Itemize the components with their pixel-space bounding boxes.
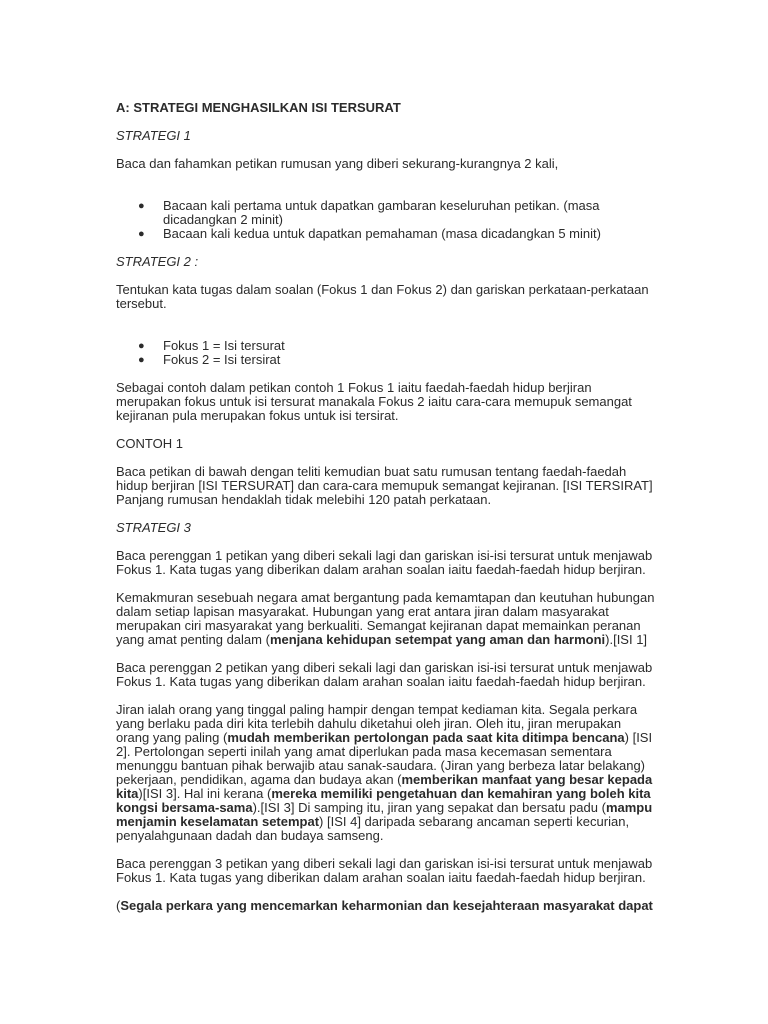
petikan-paragraph-2: Jiran ialah orang yang tinggal paling hampir dengan tempat kediaman kita. Segala perkara yang berlaku pada diri kita terlebih dahulu diketahui oleh jiran. Oleh itu, jiran merupakan orang yang paling (mudah memberikan pertolongan pada saat kita ditimpa bencana) [ISI 2]. Pertolongan seperti inilah yang amat diperlukan pada masa kecemasan sementara menunggu bantuan pihak berwajib atau sanak-saudara. (Jiran yang berbeza latar belakang) pekerjaan, pendidikan, agama dan budaya akan (memberikan manfaat yang besar kepada kita)[ISI 3]. Hal ini kerana (mereka memiliki pengetahuan dan kemahiran yang boleh kita kongsi bersama-sama).[ISI 3] Di samping itu, jiran yang sepakat dan bersatu padu (mampu menjamin keselamatan setempat) [ISI 4] daripada sebarang ancaman seperti kecurian, penyalahgunaan dadah dan budaya samseng. xyxy=(116,702,653,843)
strategi-2-list xyxy=(116,339,656,367)
isi-3-highlight: memberikan manfaat yang besar kepada xyxy=(401,772,653,787)
bullet-icon: ● xyxy=(138,340,145,352)
contoh-intro-paragraph: Sebagai contoh dalam petikan contoh 1 Fokus 1 iaitu faedah-faedah hidup berjiran merupakan fokus untuk isi tersurat manakala Fokus 2 iaitu cara-cara memupuk semangat kejiranan pula merupakan fokus untuk isi tersirat. xyxy=(116,380,632,423)
isi-5-highlight: Segala perkara yang mencemarkan keharmonian dan kesejahteraan masyarakat dapat xyxy=(120,898,653,913)
list-item: ● Bacaan kali kedua untuk dapatkan pemahaman (masa dicadangkan 5 minit) xyxy=(138,226,601,241)
bullet-icon: ● xyxy=(138,354,145,366)
isi-2-highlight: mudah memberikan pertolongan pada saat kita ditimpa bencana xyxy=(227,730,625,745)
contoh-1-heading: CONTOH 1 xyxy=(116,436,183,451)
bullet-icon: ● xyxy=(138,228,145,240)
strategi-3-instruction-3: Baca perenggan 3 petikan yang diberi sekali lagi dan gariskan isi-isi tersurat untuk menjawab Fokus 1. Kata tugas yang diberikan dalam arahan soalan iaitu faedah-faedah hidup berjiran. xyxy=(116,856,653,885)
isi-4-highlight: mampu xyxy=(605,800,653,815)
list-item: ● Fokus 1 = Isi tersurat xyxy=(138,338,285,353)
strategi-3-heading: STRATEGI 3 xyxy=(116,520,191,535)
list-item: ● Bacaan kali pertama untuk dapatkan gambaran keseluruhan petikan. (masa dicadangkan 2 minit) xyxy=(138,198,600,227)
document-title: A: STRATEGI MENGHASILKAN ISI TERSURAT xyxy=(116,100,401,115)
isi-3b-highlight: mereka memiliki pengetahuan dan kemahiran yang boleh kita xyxy=(271,786,651,801)
strategi-2-text: Tentukan kata tugas dalam soalan (Fokus 1 dan Fokus 2) dan gariskan perkataan-perkataan tersebut. xyxy=(116,282,649,311)
petikan-paragraph-1: Kemakmuran sesebuah negara amat bergantung pada kemamtapan dan keutuhan hubungan dalam setiap lapisan masyarakat. Hubungan yang erat antara jiran dalam masyarakat merupakan ciri masyarakat yang berkualiti. Semangat kejiranan dapat memainkan peranan yang amat penting dalam (menjana kehidupan setempat yang aman dan harmoni).[ISI 1] xyxy=(116,590,655,647)
bullet-icon: ● xyxy=(138,200,145,212)
strategi-3-instruction-1: Baca perenggan 1 petikan yang diberi sekali lagi dan gariskan isi-isi tersurat untuk menjawab Fokus 1. Kata tugas yang diberikan dalam arahan soalan iaitu faedah-faedah hidup berjiran. xyxy=(116,548,653,577)
contoh-1-text: Baca petikan di bawah dengan teliti kemudian buat satu rumusan tentang faedah-faedah hidup berjiran [ISI TERSURAT] dan cara-cara memupuk semangat kejiranan. [ISI TERSIRAT] Panjang rumusan hendaklah tidak melebihi 120 patah perkataan. xyxy=(116,464,653,507)
strategi-1-text: Baca dan fahamkan petikan rumusan yang diberi sekurang-kurangnya 2 kali, xyxy=(116,156,559,171)
strategi-2-heading: STRATEGI 2 : xyxy=(116,254,199,269)
document-page xyxy=(116,101,656,913)
list-item: ● Fokus 2 = Isi tersirat xyxy=(138,352,281,367)
strategi-1-heading: STRATEGI 1 xyxy=(116,128,191,143)
petikan-paragraph-3: (Segala perkara yang mencemarkan keharmonian dan kesejahteraan masyarakat dapat xyxy=(116,898,653,913)
strategi-3-instruction-2: Baca perenggan 2 petikan yang diberi sekali lagi dan gariskan isi-isi tersurat untuk menjawab Fokus 1. Kata tugas yang diberikan dalam arahan soalan iaitu faedah-faedah hidup berjiran. xyxy=(116,660,653,689)
isi-1-highlight: menjana kehidupan setempat yang aman dan harmoni xyxy=(269,632,606,647)
strategi-1-list xyxy=(116,199,656,241)
